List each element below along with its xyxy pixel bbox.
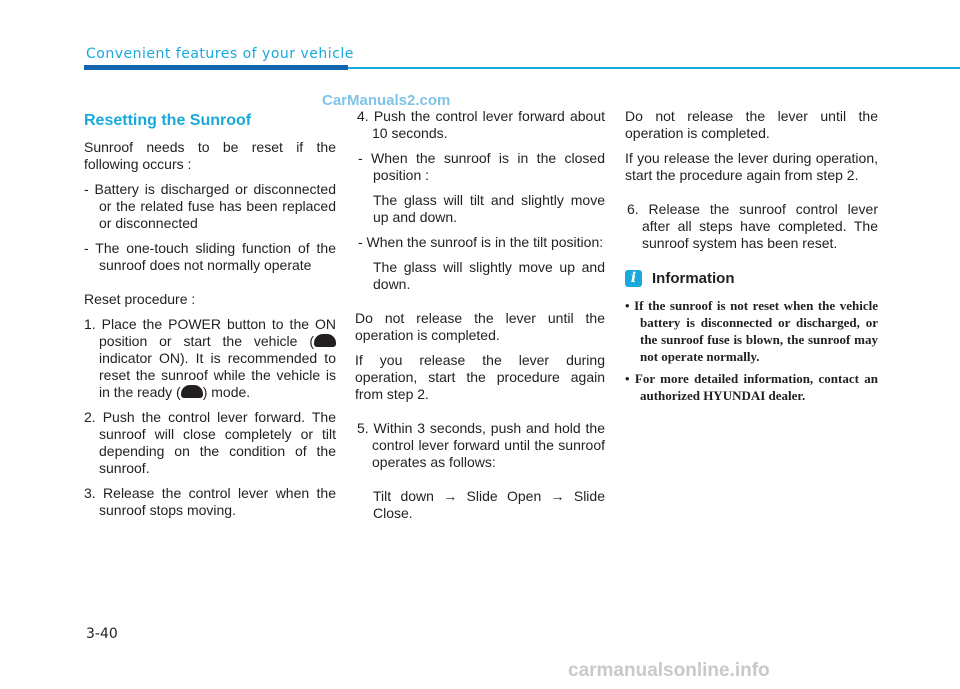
warning-restart-2: If you release the lever during operation, start the procedure again from step 2. (625, 150, 878, 183)
information-item: • For more detailed information, contact an authorized HYUNDAI dealer. (625, 371, 878, 403)
watermark-bottom: carmanualsonline.info (568, 660, 770, 681)
information-list (625, 297, 878, 404)
warning-release: Do not release the lever until the operation is completed. (355, 310, 605, 343)
section-title: Resetting the Sunroof (84, 112, 252, 129)
car-icon (181, 385, 203, 398)
step-6: 6. Release the sunroof control lever after all steps have completed. The sunroof system has been reset. (627, 201, 878, 251)
watermark-top: CarManuals2.com (322, 92, 451, 109)
step-4-sub-1: - When the sunroof is in the closed position : (358, 150, 605, 183)
header-title: Convenient features of your vehicle (86, 46, 354, 62)
step-1-text-c: ) mode. (202, 384, 251, 400)
column-3 (625, 108, 878, 409)
information-item: • If the sunroof is not reset when the vehicle battery is disconnected or discharged, or the sunroof fuse is blown, the sunroof may not operate normally. (625, 298, 878, 364)
step-5-sequence: Tilt down → Slide Open → Slide Close. (373, 488, 605, 521)
step-4-sub-2-text: The glass will slightly move up and down. (373, 259, 605, 292)
warning-restart: If you release the lever during operation, start the procedure again from step 2. (355, 352, 605, 402)
header-rule (348, 67, 960, 69)
step-1-text-a: 1. Place the POWER button to the ON position or start the vehicle ( (84, 316, 336, 349)
step-5: 5. Within 3 seconds, push and hold the control lever forward until the sunroof operates as follows: (357, 420, 605, 470)
info-icon: i (625, 270, 642, 287)
step-4: 4. Push the control lever forward about 10 seconds. (357, 108, 605, 141)
column-2 (355, 108, 605, 522)
page-number: 3-40 (86, 626, 118, 642)
step-2: 2. Push the control lever forward. The sunroof will close completely or tilt depending on the condition of the sunroof. (84, 409, 336, 476)
step-1 (84, 316, 336, 401)
step-1-text-b: indicator ON). It is recommended to reset the sunroof while the vehicle is in the ready ( (99, 350, 336, 400)
warning-release-2: Do not release the lever until the operation is completed. (625, 108, 878, 141)
header-bar (84, 65, 348, 70)
condition-item: - The one-touch sliding function of the sunroof does not normally operate (84, 240, 336, 273)
step-3: 3. Release the control lever when the sunroof stops moving. (84, 485, 336, 518)
car-icon (314, 334, 336, 347)
step-4-sub-2: - When the sunroof is in the tilt position: (358, 234, 604, 250)
intro-text: Sunroof needs to be reset if the following occurs : (84, 139, 336, 172)
column-1 (84, 108, 336, 519)
information-title: Information (652, 270, 735, 287)
reset-label: Reset procedure : (84, 291, 196, 307)
step-4-sub-1-text: The glass will tilt and slightly move up and down. (373, 192, 605, 225)
condition-item: - Battery is discharged or disconnected or the related fuse has been replaced or disconnected (84, 181, 336, 231)
information-header (625, 270, 878, 287)
